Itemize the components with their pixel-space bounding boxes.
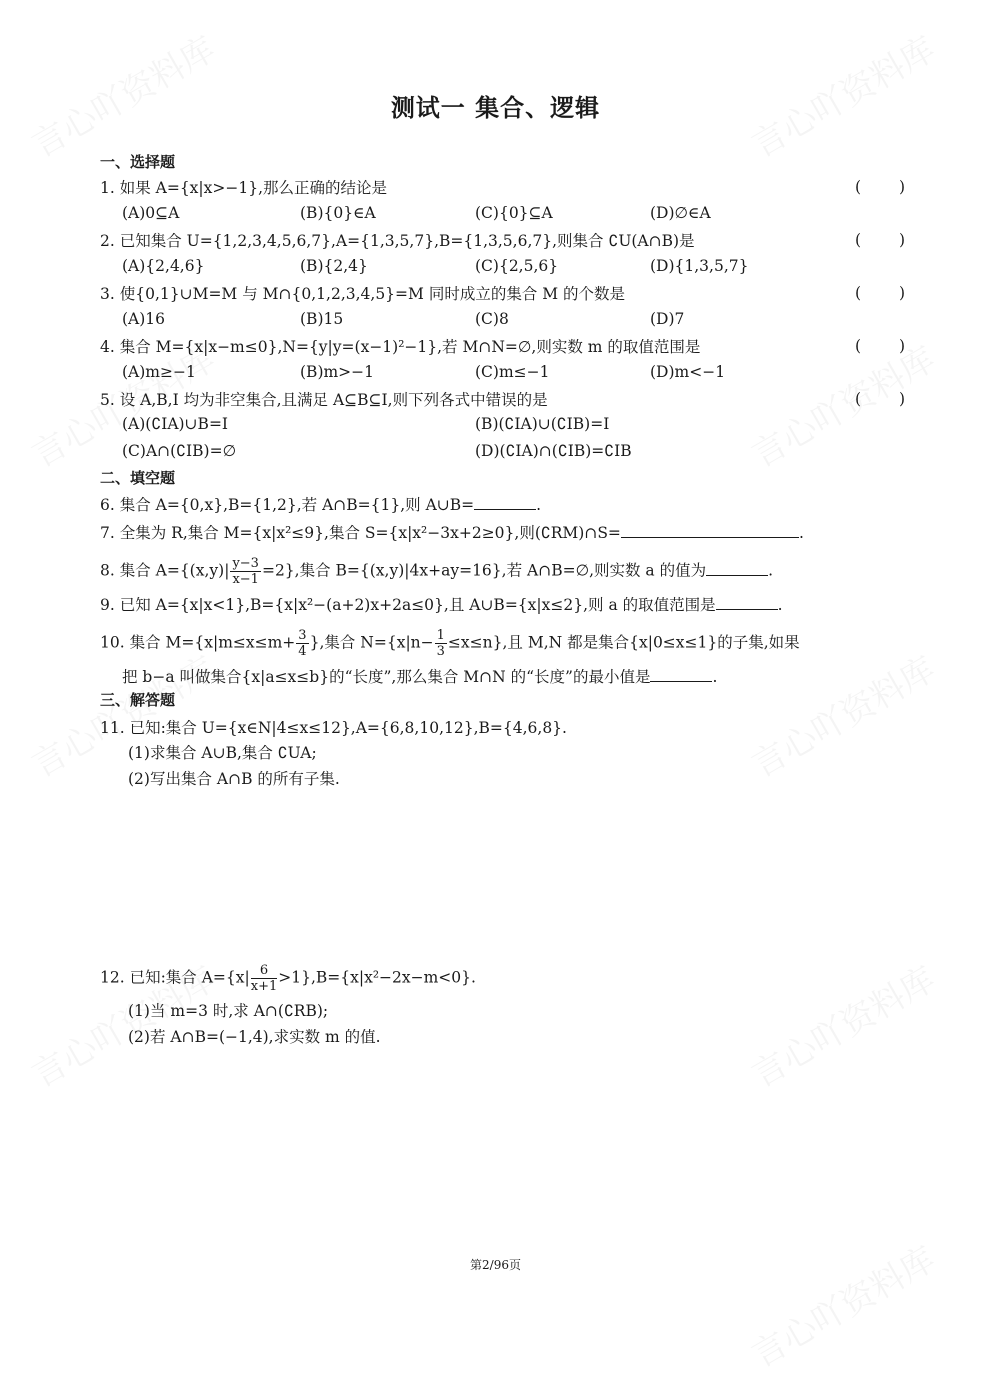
option-c: (C)8 bbox=[475, 310, 509, 328]
answer-bracket: ( ) bbox=[855, 284, 905, 302]
answer-blank[interactable] bbox=[474, 495, 536, 510]
question-1-stem: 1. 如果 A={x|x>−1},那么正确的结论是 bbox=[100, 179, 388, 197]
question-12-stem: 12. 已知:集合 A={x| $\frac{6}{x+1}$ >1},B={x|x²−2x−m<0}. bbox=[100, 963, 476, 994]
question-10-cont: 把 b−a 叫做集合{x|a≤x≤b}的“长度”,那么集合 M∩N 的“长度”的最小值是 . bbox=[122, 668, 718, 686]
option-a: (A)m≥−1 bbox=[122, 363, 196, 381]
question-12-part-2: (2)若 A∩B=(−1,4),求实数 m 的值. bbox=[128, 1028, 381, 1046]
option-b: (B){2,4} bbox=[300, 257, 368, 275]
watermark bbox=[741, 642, 942, 786]
question-2-stem: 2. 已知集合 U={1,2,3,4,5,6,7},A={1,3,5,7},B={1,3,5,6,7},则集合 ∁U(A∩B)是 bbox=[100, 232, 695, 250]
answer-blank[interactable] bbox=[621, 523, 799, 538]
question-7: 7. 全集为 R,集合 M={x|x²≤9},集合 S={x|x²−3x+2≥0},则(∁RM)∩S= . bbox=[100, 524, 804, 542]
option-c: (C)A∩(∁IB)=∅ bbox=[122, 442, 237, 460]
page-number: 第2/96页 bbox=[470, 1258, 521, 1272]
option-a: (A)(∁IA)∪B=I bbox=[122, 415, 229, 433]
option-a: (A){2,4,6} bbox=[122, 257, 205, 275]
question-3-stem: 3. 使{0,1}∪M=M 与 M∩{0,1,2,3,4,5}=M 同时成立的集合 M 的个数是 bbox=[100, 285, 626, 303]
option-d: (D)∅∈A bbox=[650, 204, 711, 222]
option-d: (D){1,3,5,7} bbox=[650, 257, 749, 275]
answer-bracket: ( ) bbox=[855, 390, 905, 408]
answer-blank[interactable] bbox=[650, 667, 712, 682]
answer-blank[interactable] bbox=[716, 595, 778, 610]
option-c: (C){0}⊆A bbox=[475, 204, 553, 222]
option-a: (A)16 bbox=[122, 310, 166, 328]
answer-bracket: ( ) bbox=[855, 337, 905, 355]
option-d: (D)(∁IA)∩(∁IB)=∁IB bbox=[475, 442, 632, 460]
option-d: (D)7 bbox=[650, 310, 685, 328]
question-6: 6. 集合 A={0,x},B={1,2},若 A∩B={1},则 A∪B= . bbox=[100, 496, 542, 514]
answer-blank[interactable] bbox=[706, 561, 768, 576]
fraction: $\frac{6}{x+1}$ bbox=[250, 963, 278, 994]
watermark bbox=[741, 952, 942, 1096]
question-8: 8. 集合 A={(x,y)| $\frac{y-3}{x-1}$ =2},集合 B={(x,y)|4x+ay=16},若 A∩B=∅,则实数 a 的值为 . bbox=[100, 556, 774, 587]
fraction: $\frac{3}{4}$ bbox=[298, 628, 307, 659]
question-11-part-2: (2)写出集合 A∩B 的所有子集. bbox=[128, 770, 340, 788]
option-c: (C){2,5,6} bbox=[475, 257, 559, 275]
option-c: (C)m≤−1 bbox=[475, 363, 550, 381]
answer-bracket: ( ) bbox=[855, 178, 905, 196]
answer-bracket: ( ) bbox=[855, 231, 905, 249]
section-heading-fill: 二、填空题 bbox=[100, 469, 176, 487]
watermark bbox=[21, 642, 222, 786]
question-12-part-1: (1)当 m=3 时,求 A∩(∁RB); bbox=[128, 1002, 329, 1020]
section-heading-answer: 三、解答题 bbox=[100, 691, 176, 709]
question-9: 9. 已知 A={x|x<1},B={x|x²−(a+2)x+2a≤0},且 A∪B={x|x≤2},则 a 的取值范围是 . bbox=[100, 596, 783, 614]
option-b: (B)(∁IA)∪(∁IB)=I bbox=[475, 415, 610, 433]
question-5-stem: 5. 设 A,B,I 均为非空集合,且满足 A⊆B⊆I,则下列各式中错误的是 bbox=[100, 391, 548, 409]
fraction: $\frac{1}{3}$ bbox=[436, 628, 445, 659]
section-heading-choice: 一、选择题 bbox=[100, 153, 176, 171]
page-title: 测试一 集合、逻辑 bbox=[390, 94, 601, 122]
option-b: (B)m>−1 bbox=[300, 363, 375, 381]
watermark bbox=[741, 332, 942, 476]
fraction: $\frac{y-3}{x-1}$ bbox=[232, 556, 259, 587]
question-4-stem: 4. 集合 M={x|x−m≤0},N={y|y=(x−1)²−1},若 M∩N=∅,则实数 m 的取值范围是 bbox=[100, 338, 701, 356]
question-11-part-1: (1)求集合 A∪B,集合 ∁UA; bbox=[128, 744, 317, 762]
option-b: (B)15 bbox=[300, 310, 344, 328]
question-10: 10. 集合 M={x|m≤x≤m+ $\frac{3}{4}$ },集合 N={x|n− $\frac{1}{3}$ ≤x≤n},且 M,N 都是集合{x|0≤x≤1}的子集,如果 bbox=[100, 628, 800, 659]
option-d: (D)m<−1 bbox=[650, 363, 726, 381]
watermark bbox=[741, 1232, 942, 1376]
question-11-stem: 11. 已知:集合 U={x∈N|4≤x≤12},A={6,8,10,12},B={4,6,8}. bbox=[100, 719, 567, 737]
option-b: (B){0}∈A bbox=[300, 204, 376, 222]
option-a: (A)0⊆A bbox=[122, 204, 180, 222]
